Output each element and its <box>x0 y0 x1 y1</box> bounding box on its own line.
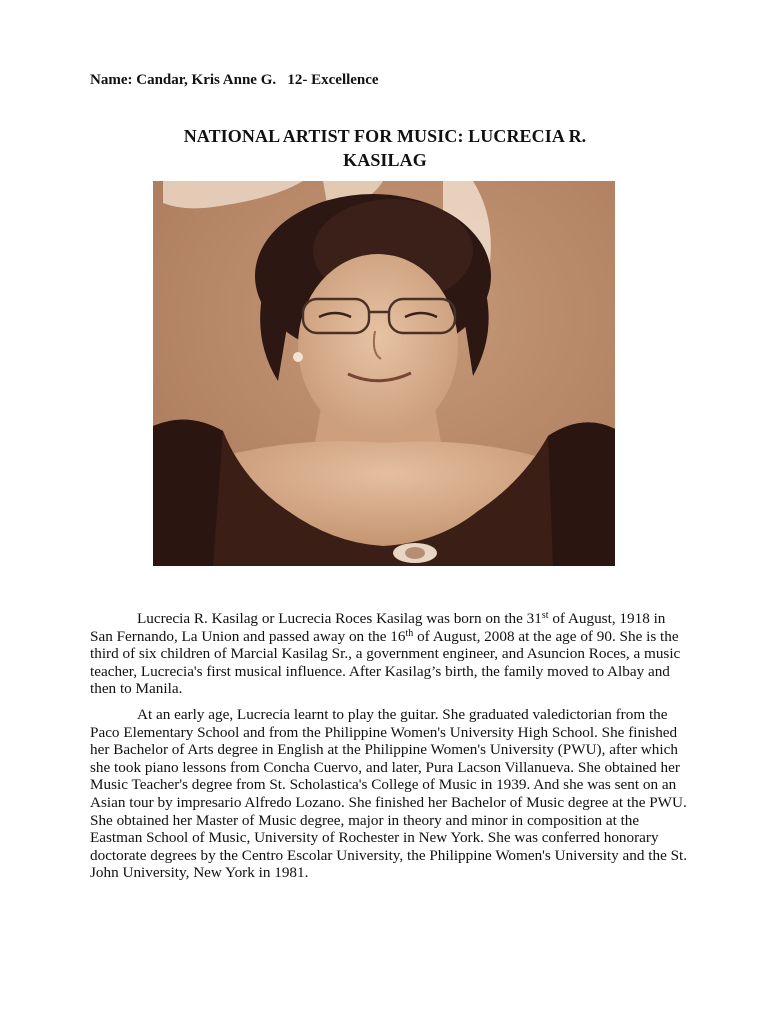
body-text <box>90 610 690 890</box>
portrait-photo <box>153 181 615 566</box>
ordinal-suffix: st <box>541 610 549 621</box>
ordinal-suffix: th <box>405 627 414 639</box>
paragraph-1-text-a: Lucrecia R. Kasilag or Lucrecia Roces Kasilag was born on the 31 <box>137 610 542 627</box>
title-line-1: NATIONAL ARTIST FOR MUSIC: LUCRECIA R. <box>183 126 587 146</box>
paragraph-1-text-c: of August, 2008 at the age of 90. She is the third of six children of Marcial Kasilag Sr., a government engineer, and Asuncion Roces, a music teacher, Lucrecia's first musical influence. After Kasilag’s birth, the family moved to Albay and then to Manila. <box>90 627 681 698</box>
paragraph-1 <box>90 610 690 698</box>
paragraph-2: At an early age, Lucrecia learnt to play the guitar. She graduated valedictorian from the Paco Elementary School and from the Philippine Women's University High School. She finished her Bachelor of Arts degree in English at the Philippine Women's University (PWU), after which she took piano lessons from Concha Cuervo, and later, Pura Lacson Villanueva. She obtained her Music Teacher's degree from St. Scholastica's College of Music in 1939. And she was sent on an Asian tour by impresario Alfredo Lozano. She finished her Bachelor of Music degree at the PWU. She obtained her Master of Music degree, major in theory and minor in composition at the Eastman School of Music, University of Rochester in New York. She was conferred honorary doctorate degrees by the Centro Escolar University, the Philippine Women's University and the St. John University, New York in 1981. <box>90 705 688 882</box>
paragraph-1-text-b: of August, 1918 in San Fernando, La Union and passed away on the 16 <box>90 610 666 645</box>
student-name-line: Name: Candar, Kris Anne G. 12- Excellence <box>90 72 379 88</box>
title-line-2: KASILAG <box>343 150 427 170</box>
document-title <box>90 124 680 172</box>
